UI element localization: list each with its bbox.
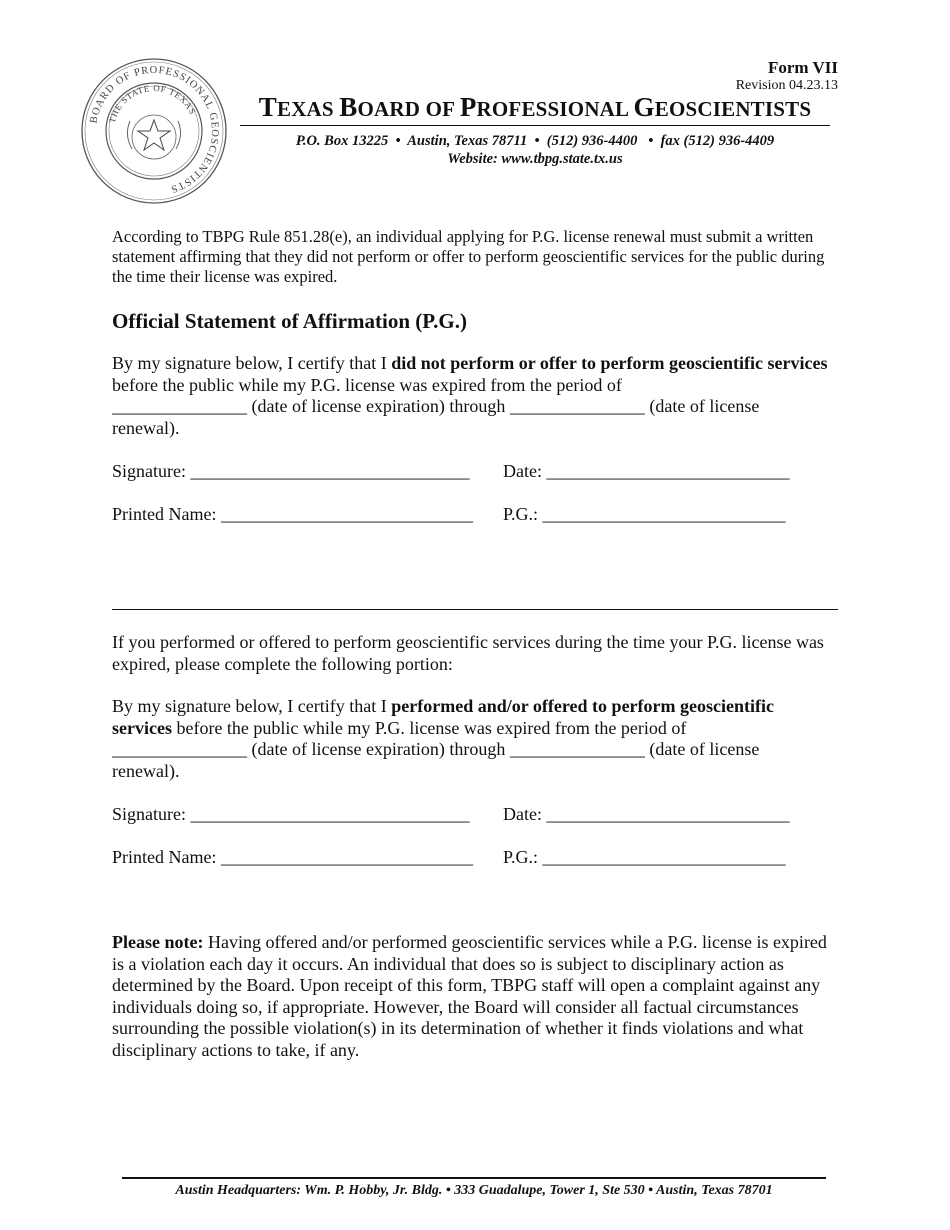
pg-number-field-1[interactable]: P.G.: ___________________________ — [503, 504, 786, 524]
contact-address: P.O. Box 13225 • Austin, Texas 78711 • (512) 936-4400 • fax (512) 936-4409 — [295, 133, 775, 149]
contact-website: Website: www.tbpg.state.tx.us — [447, 151, 623, 167]
printed-name-field-2[interactable]: Printed Name: ____________________________ — [112, 847, 473, 867]
please-note-paragraph: Please note: Having offered and/or performed geoscientific services while a P.G. license is expired is a violation each day it occurs. An individual that does so is subject to disciplinary action as determined by the Board. Upon receipt of this form, TBPG staff will open a complaint against any individuals doing so, if appropriate. However, the Board will consider all factual circumstances surrounding the possible violation(s) in its determination of whether it finds violations and what disciplinary actions to take, if any. — [112, 932, 827, 1060]
section-heading: Official Statement of Affirmation (P.G.) — [112, 309, 467, 333]
conditional-instructions: If you performed or offered to perform geoscientific services during the time your P.G. license was expired, please complete the following portion: — [112, 632, 824, 674]
pg-number-field-2[interactable]: P.G.: ___________________________ — [503, 847, 786, 867]
signature-field-2[interactable]: Signature: _______________________________ — [112, 804, 470, 824]
revision-date: Revision 04.23.13 — [735, 78, 838, 93]
contact-info — [240, 132, 830, 168]
intro-paragraph: According to TBPG Rule 851.28(e), an individual applying for P.G. license renewal must submit a written statement affirming that they did not perform or offer to perform geoscientific services for the public during the time their license was expired. — [112, 227, 825, 286]
affirmation-statement-1: By my signature below, I certify that I did not perform or offer to perform geoscientific services before the public while my P.G. license was expired from the period of _______________ (date of license expiration) through _______________ (date of license renewal). — [112, 353, 828, 438]
state-seal-logo — [80, 57, 228, 205]
footer-rule — [122, 1177, 826, 1179]
affirmation-statement-2: By my signature below, I certify that I performed and/or offered to perform geoscientific services before the public while my P.G. license was expired from the period of _______________ (date of license expiration) through _______________ (date of license renewal). — [112, 696, 774, 781]
printed-name-field-1[interactable]: Printed Name: ____________________________ — [112, 504, 473, 524]
svg-text:BOARD OF PROFESSIONAL GEOSCIEN: BOARD OF PROFESSIONAL GEOSCIENTISTS — [88, 64, 221, 195]
form-id: Form VII — [767, 58, 838, 77]
date-field-1[interactable]: Date: ___________________________ — [503, 461, 790, 481]
signature-field-1[interactable]: Signature: _______________________________ — [112, 461, 470, 481]
please-note-label: Please note: — [112, 932, 204, 952]
footer-address: Austin Headquarters: Wm. P. Hobby, Jr. Bldg. • 333 Guadalupe, Tower 1, Ste 530 • Austin, Texas 78701 — [175, 1183, 773, 1198]
section-divider — [112, 609, 838, 610]
svg-text:THE STATE OF TEXAS: THE STATE OF TEXAS — [106, 82, 199, 125]
date-field-2[interactable]: Date: ___________________________ — [503, 804, 790, 824]
board-title: TEXAS BOARD OF PROFESSIONAL GEOSCIENTISTS — [240, 92, 830, 126]
